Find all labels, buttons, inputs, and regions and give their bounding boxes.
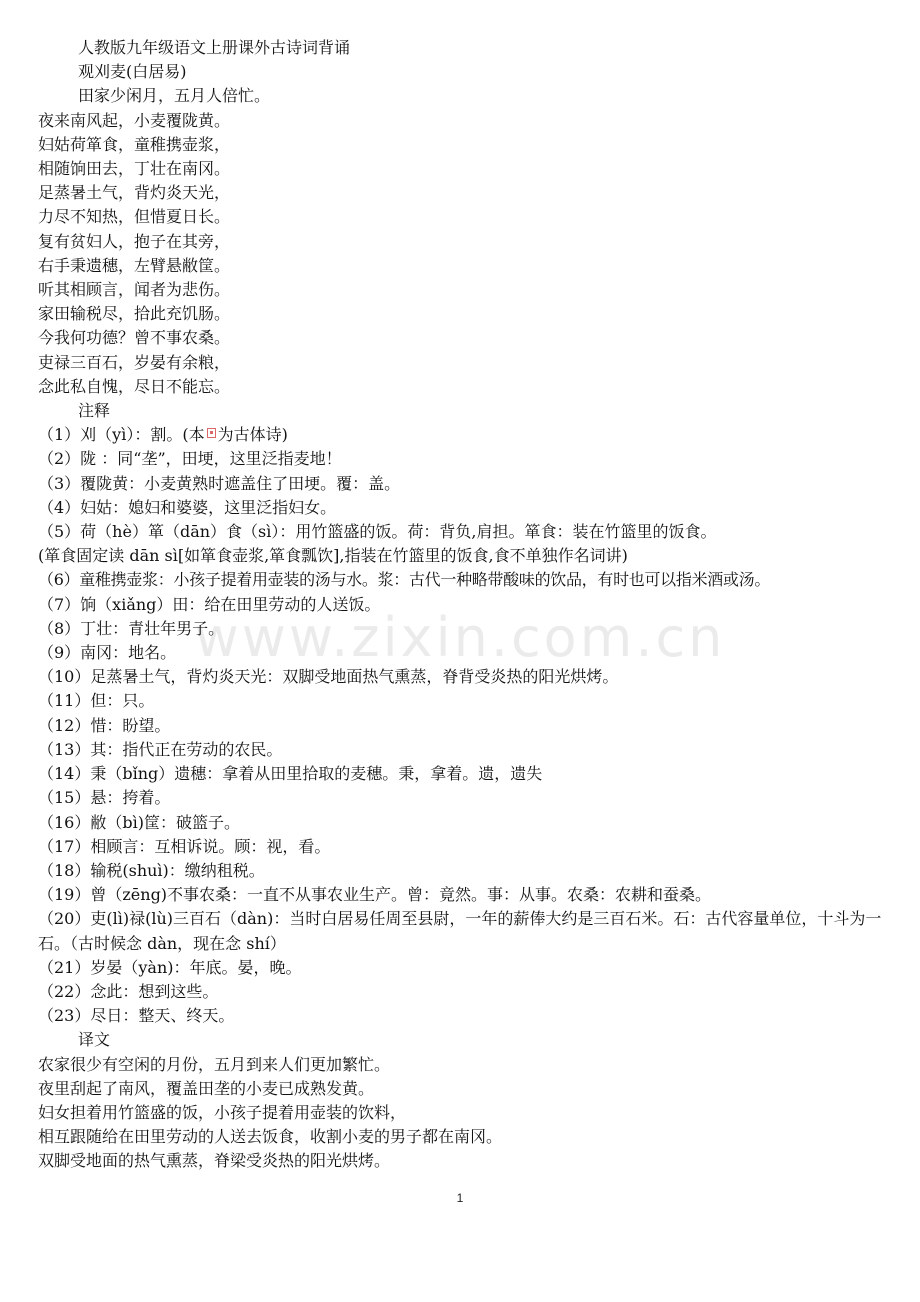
note-item: （16）敝（bì)筐：破篮子。 [38, 812, 240, 832]
poem-line: 妇姑荷箪食，童稚携壶浆， [38, 134, 231, 154]
note-item: （3）覆陇黄：小麦黄熟时遮盖住了田埂。覆：盖。 [38, 473, 401, 493]
note-item: （20）吏(lì)禄(lù)三百石（dàn)：当时白居易任周至县尉，一年的薪俸大约是三百石米。石：古代容量单位，十斗为一石。（古时候念 dàn，现在念 shí） [38, 909, 882, 953]
poem-line: 右手秉遗穗，左臂悬敝筐。 [38, 255, 231, 275]
poem-line: 田家少闲月，五月人倍忙。 [78, 86, 271, 106]
document-title: 人教版九年级语文上册课外古诗词背诵 [78, 38, 351, 57]
translation-line: 妇女担着用竹篮盛的饭，小孩子提着用壶装的饮料， [38, 1102, 407, 1122]
page-number: 1 [456, 1191, 464, 1205]
note-item: （7）饷（xiǎng）田：给在田里劳动的人送饭。 [38, 594, 381, 614]
note-item: （22）念此：想到这些。 [38, 981, 219, 1001]
note-item: （14）秉（bǐng）遗穗：拿着从田里拾取的麦穗。秉，拿着。遗，遗失 [38, 764, 543, 784]
note-item: （23）尽日：整天、终天。 [38, 1006, 235, 1026]
note-text: 为古体诗) [217, 425, 288, 445]
note-text: （1）刈（yì）：割。(本 [38, 425, 205, 445]
note-item: （8）丁壮：青壮年男子。 [38, 618, 225, 638]
poem-line: 复有贫妇人，抱子在其旁， [38, 231, 231, 251]
poem-line: 夜来南风起，小麦覆陇黄。 [38, 110, 231, 130]
note-item: （19）曾（zēng)不事农桑：一直不从事农业生产。曾：竟然。事：从事。农桑：农耕和蚕桑。 [38, 885, 712, 905]
poem-line: 力尽不知热，但惜夏日长。 [38, 207, 231, 227]
note-item: (箪食固定读 dān sì[如箪食壶浆,箪食瓢饮],指装在竹篮里的饭食,食不单独作名词讲) [38, 546, 628, 566]
translation-line: 夜里刮起了南风，覆盖田垄的小麦已成熟发黄。 [38, 1078, 375, 1098]
poem-line: 足蒸暑土气，背灼炎天光， [38, 183, 231, 203]
poem-line: 今我何功德？曾不事农桑。 [38, 328, 231, 348]
translation-heading: 译文 [78, 1030, 111, 1050]
watermark: www.zixin.com.cn [194, 606, 726, 669]
notes-list [38, 423, 898, 1028]
translation-line: 双脚受地面的热气熏蒸，脊梁受炎热的阳光烘烤。 [38, 1151, 391, 1171]
note-item: （10）足蒸暑土气，背灼炎天光：双脚受地面热气熏蒸，脊背受炎热的阳光烘烤。 [38, 667, 619, 687]
poem-line: 念此私自愧，尽日不能忘。 [38, 376, 231, 396]
translation-line: 相互跟随给在田里劳动的人送去饭食，收割小麦的男子都在南冈。 [38, 1127, 503, 1147]
note-item: （4）妇姑：媳妇和婆婆，这里泛指妇女。 [38, 497, 337, 517]
note-item: （21）岁晏（yàn)：年底。晏，晚。 [38, 957, 302, 977]
translation-line: 农家很少有空闲的月份，五月到来人们更加繁忙。 [38, 1054, 391, 1074]
note-item: （18）输税(shuì)：缴纳租税。 [38, 860, 265, 880]
translation-body [38, 1053, 898, 1174]
poem-line: 吏禄三百石，岁晏有余粮， [38, 352, 231, 372]
note-item [38, 423, 898, 447]
note-item: （17）相顾言：互相诉说。顾：视，看。 [38, 836, 331, 856]
small-image-icon [207, 428, 216, 438]
notes-heading: 注释 [78, 401, 111, 421]
note-item: （12）惜：盼望。 [38, 715, 171, 735]
note-item: （9）南冈：地名。 [38, 643, 177, 663]
note-item: （13）其：指代正在劳动的农民。 [38, 739, 283, 759]
poem-line: 家田输税尽，拾此充饥肠。 [38, 304, 231, 324]
note-item: （11）但：只。 [38, 691, 155, 711]
note-item: （2）陇 ：同“垄”，田埂，这里泛指麦地！ [38, 449, 342, 469]
poem-heading: 观刈麦(白居易) [78, 62, 187, 82]
poem-line: 听其相顾言，闻者为悲伤。 [38, 280, 231, 300]
note-item: （6）童稚携壶浆：小孩子提着用壶装的汤与水。浆：古代一种略带酸味的饮品，有时也可以指米酒或汤。 [38, 570, 771, 590]
note-item: （5）荷（hè）箪（dān）食（sì）：用竹篮盛的饭。荷：背负,肩担。箪食：装在竹篮里的饭食。 [38, 522, 717, 542]
document-body [38, 36, 898, 1174]
poem-body [38, 84, 898, 399]
note-item: （15）悬：挎着。 [38, 788, 171, 808]
poem-line: 相随饷田去，丁壮在南冈。 [38, 159, 231, 179]
